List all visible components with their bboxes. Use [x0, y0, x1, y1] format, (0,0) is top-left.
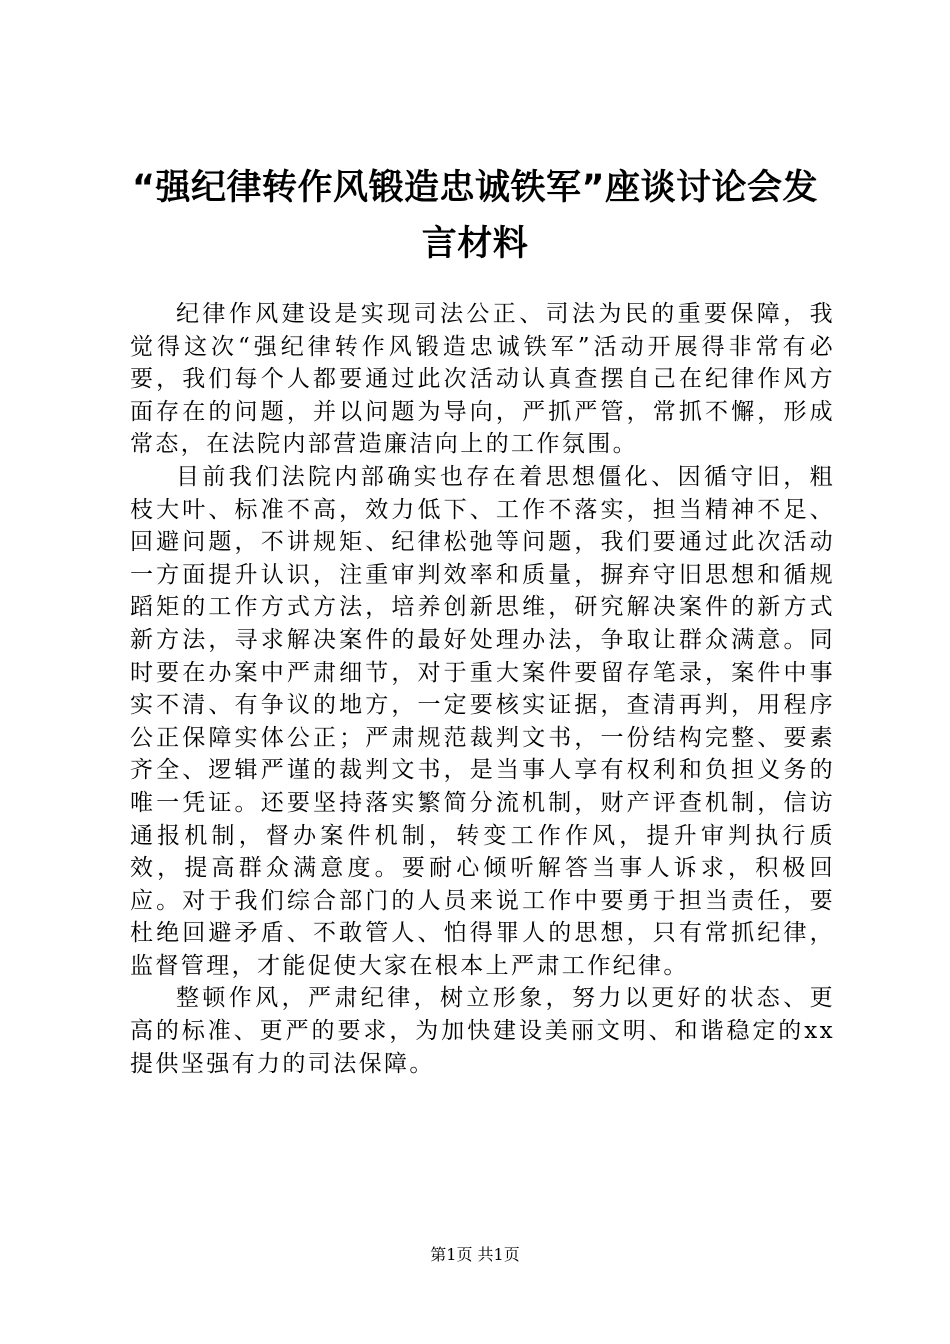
- paragraph-2: 目前我们法院内部确实也存在着思想僵化、因循守旧，粗枝大叶、标准不高，效力低下、工作不落实，担当精神不足、回避问题，不讲规矩、纪律松弛等问题，我们要通过此次活动一方面提升认识，注重审判效率和质量，摒弃守旧思想和循规蹈矩的工作方式方法，培养创新思维，研究解决案件的新方式新方法，寻求解决案件的最好处理办法，争取让群众满意。同时要在办案中严肃细节，对于重大案件要留存笔录，案件中事实不清、有争议的地方，一定要核实证据，查清再判，用程序公正保障实体公正；严肃规范裁判文书，一份结构完整、要素齐全、逻辑严谨的裁判文书，是当事人享有权利和负担义务的唯一凭证。还要坚持落实繁简分流机制，财产评查机制，信访通报机制，督办案件机制，转变工作作风，提升审判执行质效，提高群众满意度。要耐心倾听解答当事人诉求，积极回应。对于我们综合部门的人员来说工作中要勇于担当责任，要杜绝回避矛盾、不敢管人、怕得罪人的思想，只有常抓纪律，监督管理，才能促使大家在根本上严肃工作纪律。: [130, 463, 835, 979]
- document-title: “强纪律转作风锻造忠诚铁军”座谈讨论会发言材料: [131, 168, 818, 264]
- paragraph-3: 整顿作风，严肃纪律，树立形象，努力以更好的状态、更高的标准、更严的要求，为加快建设美丽文明、和谐稳定的xx提供坚强有力的司法保障。: [130, 985, 835, 1077]
- page-number-footer: 第1页 共1页: [430, 1245, 520, 1264]
- paragraph-1: 纪律作风建设是实现司法公正、司法为民的重要保障，我觉得这次“强纪律转作风锻造忠诚铁军”活动开展得非常有必要，我们每个人都要通过此次活动认真查摆自己在纪律作风方面存在的问题，并以问题为导向，严抓严管，常抓不懈，形成常态，在法院内部营造廉洁向上的工作氛围。: [130, 301, 835, 458]
- document-body: [130, 298, 835, 1080]
